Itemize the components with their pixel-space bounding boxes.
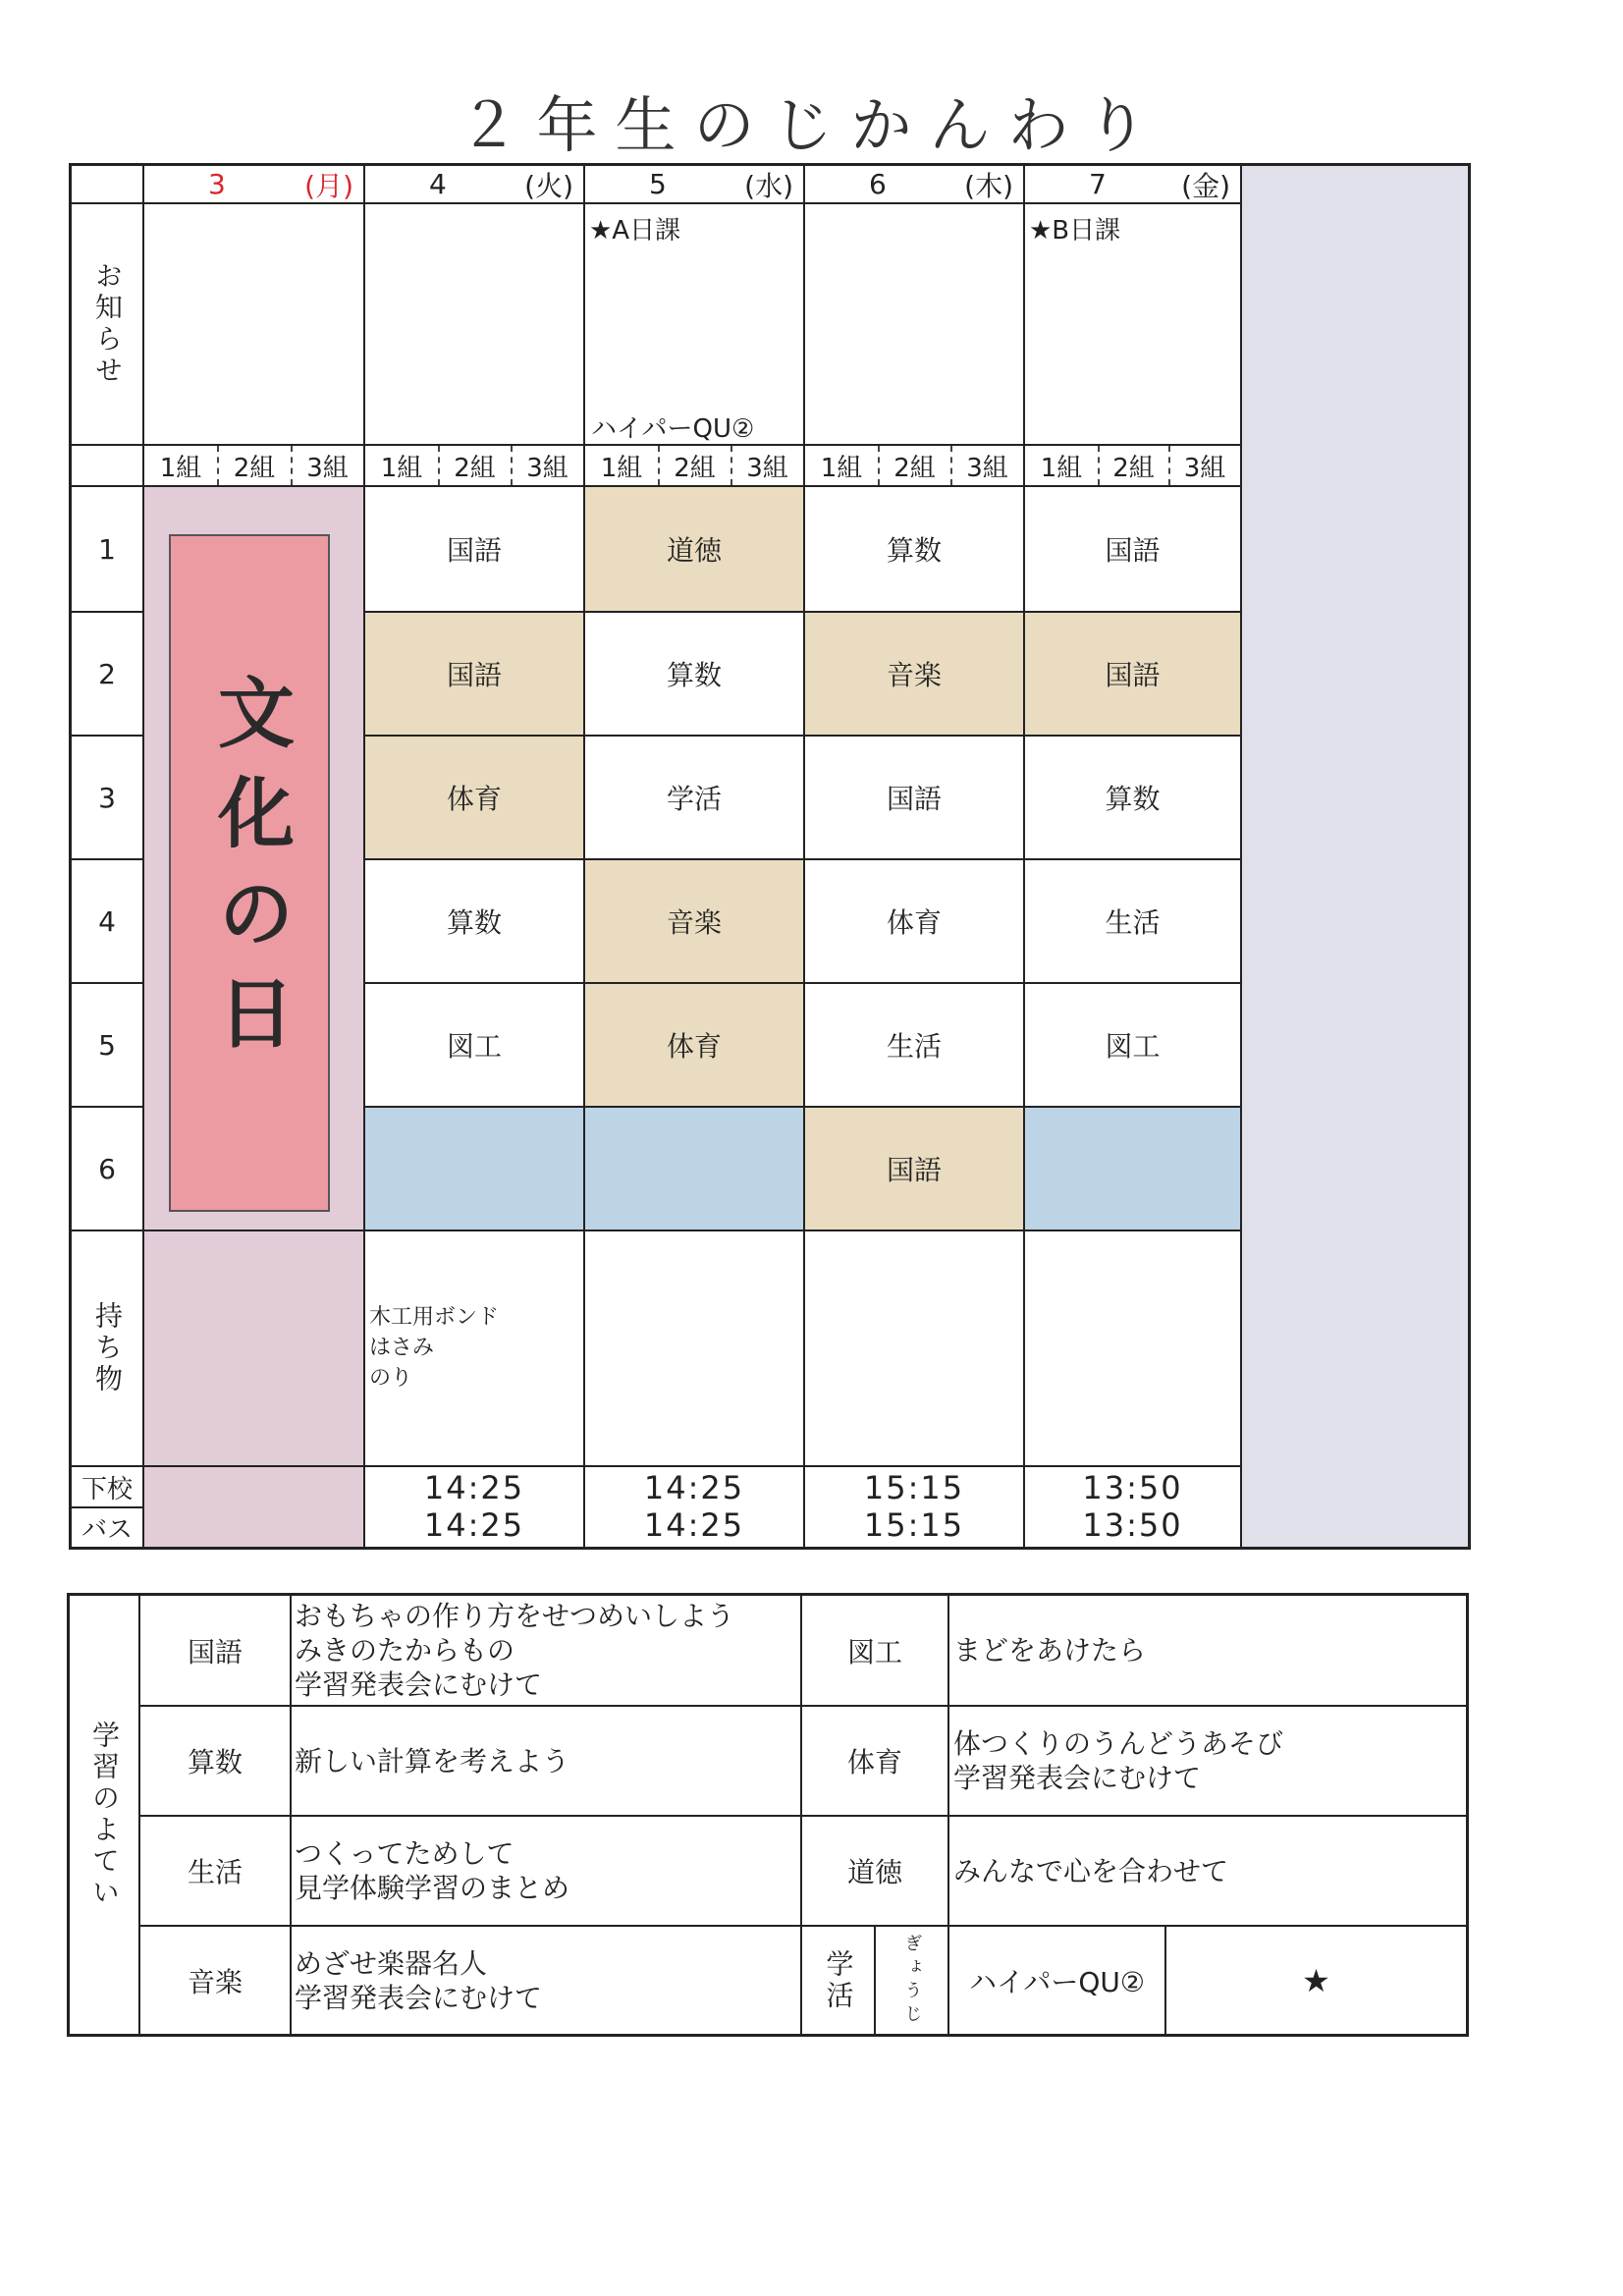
subject-cell: 体育 — [666, 1030, 722, 1063]
belongings-label: 持ち物 — [91, 1301, 124, 1395]
goal-text — [295, 1596, 797, 1705]
class-label: 1組 — [600, 453, 643, 483]
day-number: 7 — [1089, 168, 1107, 200]
learning-plan — [67, 1593, 1469, 2037]
goal-text — [295, 1927, 797, 2034]
subject-cell: 音楽 — [886, 659, 942, 691]
cell-bg — [1025, 1108, 1241, 1230]
day-number: 5 — [649, 168, 667, 200]
subject-cell: 学活 — [666, 783, 722, 815]
class-label: 3組 — [1183, 453, 1226, 483]
goal-subject-gakkatsu — [802, 1927, 874, 2034]
goal-subject: 体育 — [846, 1746, 902, 1778]
goal-line: 見学体験学習のまとめ — [295, 1872, 570, 1904]
goal-text — [953, 1596, 1464, 1705]
goal-line: めざせ楽器名人 — [295, 1946, 488, 1980]
class-label: 3組 — [746, 453, 788, 483]
goal-subject: 音楽 — [187, 1965, 243, 1998]
weekday-label: (木) — [964, 169, 1013, 202]
subject-cell: 国語 — [446, 534, 502, 567]
furigana-cell — [876, 1927, 947, 2034]
notice-fri-top: ★B日課 — [1029, 216, 1121, 246]
day-header-mon — [144, 166, 363, 202]
day-header-fri — [1025, 166, 1240, 202]
class-label: 2組 — [454, 453, 496, 483]
bus-time: 14:25 — [423, 1506, 525, 1544]
dismissal-time: 13:50 — [1082, 1469, 1183, 1506]
weekday-label: (金) — [1181, 169, 1230, 202]
day-header-thu — [805, 166, 1023, 202]
dismissal-time: 15:15 — [863, 1469, 965, 1506]
goal-line: まどをあけたら — [953, 1634, 1147, 1667]
subject-cell: 図工 — [446, 1030, 502, 1063]
class-label: 2組 — [674, 453, 716, 483]
class-label: 1組 — [380, 453, 423, 483]
subject-cell: 算数 — [666, 659, 722, 691]
goal-subject: 道徳 — [846, 1856, 902, 1888]
weekday-label: (月) — [304, 169, 353, 202]
subject-cell: 生活 — [1105, 906, 1161, 939]
belonging-item: 木工用ボンド — [369, 1305, 500, 1330]
subject-cell: 算数 — [446, 906, 502, 939]
class-label: 3組 — [526, 453, 568, 483]
subject-cell: 道徳 — [666, 534, 722, 567]
goal-text: ハイパーQU② — [968, 1965, 1146, 1998]
period-number: 5 — [98, 1028, 116, 1062]
subject-cell: 生活 — [886, 1030, 942, 1063]
bus-time: 15:15 — [863, 1506, 965, 1544]
subject-cell: 国語 — [886, 783, 942, 815]
class-label: 2組 — [1112, 453, 1155, 483]
period-number: 3 — [98, 781, 116, 814]
belonging-item: のり — [369, 1366, 413, 1391]
goals-label: 学習のよてい — [88, 1721, 121, 1909]
holiday-label: 文化の日 — [205, 673, 294, 1073]
notice-label: お知らせ — [91, 261, 124, 387]
day-number: 3 — [208, 168, 226, 200]
goal-line: 学習発表会にむけて — [953, 1762, 1202, 1794]
belonging-item: はさみ — [369, 1336, 435, 1360]
subject-cell: 算数 — [1105, 783, 1161, 815]
class-label: 1組 — [820, 453, 863, 483]
day-number: 4 — [429, 168, 447, 200]
class-label: 1組 — [1040, 453, 1083, 483]
bus-label: バス — [81, 1515, 133, 1545]
goal-line: つくってためして — [295, 1837, 514, 1870]
class-label: 2組 — [233, 453, 276, 483]
goal-line: みきのたからもの — [295, 1634, 515, 1667]
subject-cell: 国語 — [886, 1154, 942, 1186]
goal-text — [953, 1817, 1464, 1925]
goal-text — [295, 1707, 797, 1815]
bus-time: 14:25 — [643, 1506, 745, 1544]
class-label: 2組 — [893, 453, 936, 483]
belongings-tue — [369, 1302, 499, 1394]
belongings-row-label — [72, 1231, 142, 1465]
class-label: 3組 — [306, 453, 349, 483]
subject-cell: 国語 — [1105, 659, 1161, 691]
goal-text — [953, 1707, 1464, 1815]
goal-line: おもちゃの作り方をせつめいしよう — [295, 1600, 735, 1632]
furigana: ぎょうじ — [901, 1933, 923, 2028]
goal-line: 学習発表会にむけて — [295, 1668, 543, 1701]
subject-cell: 図工 — [1105, 1030, 1161, 1063]
goal-line: みんなで心を合わせて — [953, 1854, 1229, 1887]
subject-cell: 体育 — [886, 906, 942, 939]
goal-line: 新しい計算を考えよう — [295, 1744, 570, 1777]
dismissal-label: 下校 — [81, 1474, 133, 1504]
subject-cell: 国語 — [1105, 534, 1161, 567]
notice-wed-bottom: ハイパーQU② — [591, 414, 755, 444]
goal-text — [295, 1817, 797, 1925]
subject-cell: 算数 — [886, 534, 942, 567]
subject-cell: 国語 — [446, 659, 502, 691]
goals-label-cell — [70, 1596, 138, 2034]
notice-wed-top: ★A日課 — [589, 216, 681, 246]
page-title: ２年生のじかんわり — [458, 89, 1165, 161]
dismissal-time: 14:25 — [423, 1469, 525, 1506]
goal-subject: 算数 — [187, 1746, 243, 1778]
goal-subject: 生活 — [187, 1856, 243, 1888]
goal-line: 体つくりのうんどうあそび — [953, 1727, 1284, 1760]
period-number: 6 — [98, 1152, 116, 1185]
day-header-tue — [365, 166, 583, 202]
bus-time: 13:50 — [1082, 1506, 1183, 1544]
dismissal-time: 14:25 — [643, 1469, 745, 1506]
holiday-box — [169, 534, 330, 1212]
star-icon: ★ — [1302, 1961, 1330, 1999]
weekday-label: (火) — [524, 169, 573, 202]
class-label: 1組 — [159, 453, 202, 483]
timetable — [69, 163, 1471, 1550]
subject-cell: 音楽 — [666, 906, 722, 939]
notice-row-label — [72, 204, 142, 444]
period-number: 4 — [98, 904, 116, 938]
subject-cell: 体育 — [446, 783, 502, 815]
goal-subject: 学活 — [822, 1948, 855, 2012]
right-gray-column — [1241, 163, 1471, 1550]
class-label: 3組 — [966, 453, 1008, 483]
day-number: 6 — [869, 168, 887, 200]
period-number: 2 — [98, 657, 116, 690]
goal-subject: 国語 — [187, 1635, 243, 1668]
day-header-wed — [585, 166, 803, 202]
period-number: 1 — [98, 532, 116, 566]
weekday-label: (水) — [744, 169, 793, 202]
goal-subject: 図工 — [846, 1635, 902, 1668]
goal-line: 学習発表会にむけて — [295, 1981, 543, 2014]
